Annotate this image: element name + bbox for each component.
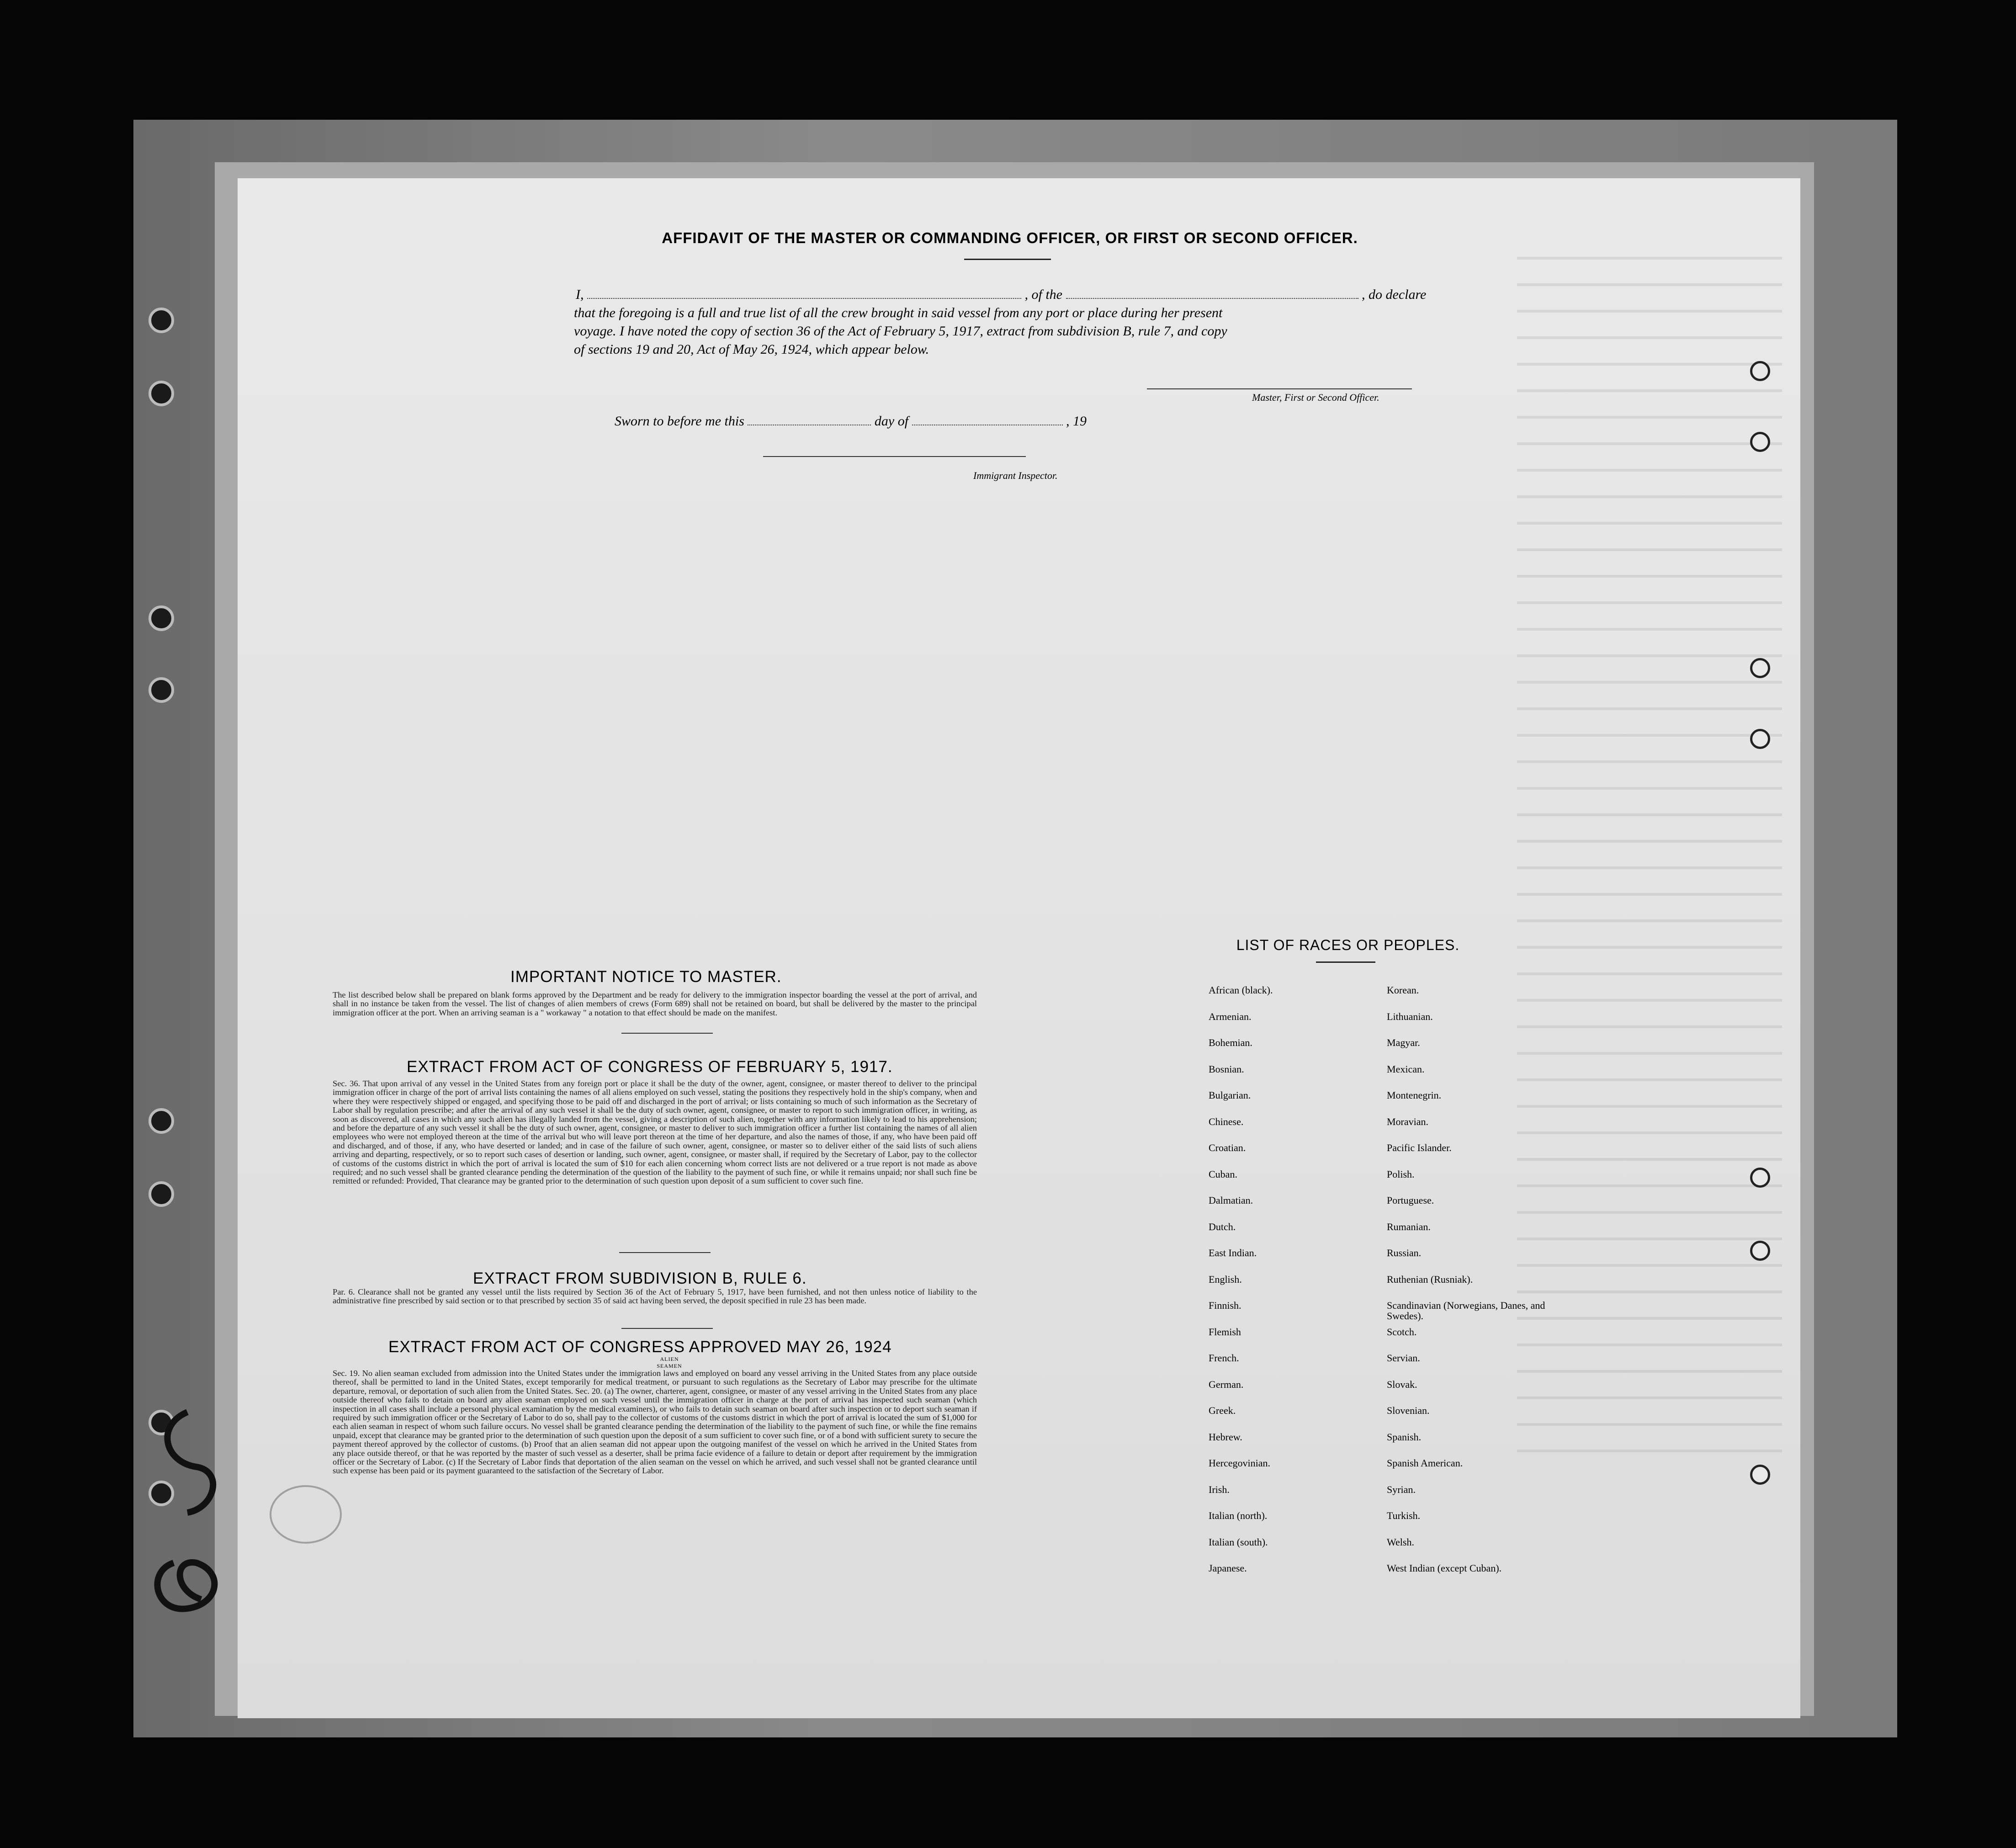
subdivision-title: EXTRACT FROM SUBDIVISION B, RULE 6. xyxy=(473,1269,807,1287)
race-entry: Ruthenian (Rusniak). xyxy=(1387,1273,1473,1285)
race-entry: Japanese. xyxy=(1209,1562,1247,1574)
notice-title: IMPORTANT NOTICE TO MASTER. xyxy=(510,968,782,986)
binder-hole xyxy=(149,308,174,333)
inspector-signature-line[interactable] xyxy=(763,456,1026,457)
sworn-label: Sworn to before me this xyxy=(615,414,744,429)
master-signature-label: Master, First or Second Officer. xyxy=(1252,392,1379,403)
race-entry: Italian (north). xyxy=(1209,1510,1268,1521)
race-entry: Bohemian. xyxy=(1209,1037,1252,1048)
section-rule xyxy=(619,1252,711,1253)
race-entry: Pacific Islander. xyxy=(1387,1142,1452,1153)
declarant-prefix: I, xyxy=(576,287,584,302)
sworn-month-field[interactable] xyxy=(912,414,1063,425)
master-signature-line[interactable] xyxy=(1147,388,1412,389)
affidavit-text-line: of sections 19 and 20, Act of May 26, 1924, which appear below. xyxy=(574,342,929,357)
races-title: LIST OF RACES OR PEOPLES. xyxy=(1236,937,1460,953)
affidavit-text-line: voyage. I have noted the copy of section 36 of the Act of February 5, 1917, extract from subdivision B, rule 7, and copy xyxy=(574,324,1227,339)
vessel-prefix: , of the xyxy=(1024,287,1062,302)
race-entry: Finnish. xyxy=(1209,1300,1241,1311)
race-entry: Italian (south). xyxy=(1209,1536,1268,1548)
subdivision-text: Par. 6. Clearance shall not be granted any vessel until the lists required by Section 36 of the Act of February 5, 1917, have been furnished, and not then unless notice of liability to the administrative fine prescribed by said section or to that prescribed by section 35 of said act having been served, the deposit specified in rule 23 has been made. xyxy=(333,1287,977,1306)
race-entry: Spanish American. xyxy=(1387,1457,1463,1469)
declarant-name-field[interactable] xyxy=(587,287,1021,299)
race-entry: Magyar. xyxy=(1387,1037,1420,1048)
race-entry: Irish. xyxy=(1209,1483,1230,1495)
binder-hole xyxy=(1750,729,1770,749)
binder-hole xyxy=(149,605,174,631)
binder-hole xyxy=(149,1108,174,1134)
binder-hole xyxy=(1750,1168,1770,1188)
race-entry: Turkish. xyxy=(1387,1510,1421,1521)
sworn-line xyxy=(615,414,1087,429)
race-entry: Polish. xyxy=(1387,1168,1415,1180)
sworn-day-field[interactable] xyxy=(748,414,871,425)
race-entry: Scotch. xyxy=(1387,1326,1417,1338)
race-entry: Portuguese. xyxy=(1387,1195,1434,1206)
race-entry: African (black). xyxy=(1209,984,1273,996)
race-entry: Servian. xyxy=(1387,1352,1420,1364)
affidavit-declaration-line xyxy=(576,287,1426,303)
race-entry: Dalmatian. xyxy=(1209,1195,1253,1206)
race-entry: Greek. xyxy=(1209,1405,1236,1416)
race-entry: Welsh. xyxy=(1387,1536,1414,1548)
race-entry: Rumanian. xyxy=(1387,1221,1431,1232)
title-rule xyxy=(964,259,1051,260)
race-entry: Cuban. xyxy=(1209,1168,1237,1180)
race-entry: Spanish. xyxy=(1387,1431,1422,1443)
binder-hole xyxy=(149,677,174,703)
extract-1917-text: Sec. 36. That upon arrival of any vessel in the United States from any foreign port or place it shall be the duty of the owner, agent, consignee, or master thereof to deliver to the principal immigration officer in charge of the port of arrival lists containing the names of all aliens employed on such vessel, stating the positions they respectively hold in the ship's company, when and where they were respectively shipped or engaged, and specifying those to be paid off and discharged in the port of arrival; or lists containing so much of such information as the Secretary of Labor shall by regulation prescribe; and after the arrival of any such vessel it shall be the duty of such owner, agent, consignee, or master to report to such immigration officer, in writing, as soon as discovered, all cases in which any such alien has illegally landed from the vessel, giving a description of such alien, together with any information likely to lead to his apprehension; and before the departure of any such vessel it shall be the duty of such owner, agent, consignee, or master to deliver to such immigration officer a further list containing the names of all alien employees who were not employed thereon at the time of the arrival but who will leave port thereon at the time of her departure, and also the names of those, if any, who have been paid off and discharged, and of those, if any, who have deserted or landed; and in case of the failure of such owner, agent, consignee, or master so to deliver either of the said lists of such aliens arriving and departing, respectively, or so to report such cases of desertion or landing, such owner, agent, consignee, or master shall, if required by the Secretary of Labor, pay to the collector of customs of the customs district in which the port of arrival is located the sum of $10 for each alien concerning whom correct lists are not delivered or a true report is not made as above required; and no such vessel shall be granted clearance pending the determination of the question of the liability to the payment of such fine, or while it remains unpaid; nor shall such fine be remitted or refunded: Provided, That clearance may be granted prior to the determination of such question upon deposit of a sum sufficient to cover such fine. xyxy=(333,1079,977,1186)
binder-hole xyxy=(149,1181,174,1207)
notice-text: The list described below shall be prepared on blank forms approved by the Department and be ready for delivery to the immigration inspector boarding the vessel at the port of arrival, and shall in no instance be taken from the vessel. The list of changes of alien members of crews (Form 689) shall not be retained on board, but shall be delivered by the master to the principal immigration officer at the port. When an arriving seaman is a " workaway " a notation to that effect should be made on the manifest. xyxy=(333,990,977,1017)
race-entry: Bosnian. xyxy=(1209,1063,1244,1075)
race-entry: Mexican. xyxy=(1387,1063,1425,1075)
race-entry: Hercegovinian. xyxy=(1209,1457,1270,1469)
year-label: , 19 xyxy=(1066,414,1087,429)
inspector-signature-label: Immigrant Inspector. xyxy=(973,470,1058,481)
binder-hole xyxy=(1750,1241,1770,1261)
race-entry: Bulgarian. xyxy=(1209,1089,1251,1101)
declare-suffix: , do declare xyxy=(1362,287,1427,302)
race-entry: East Indian. xyxy=(1209,1247,1257,1259)
race-entry: Syrian. xyxy=(1387,1483,1416,1495)
race-entry: Russian. xyxy=(1387,1247,1422,1259)
extract-1917-title: EXTRACT FROM ACT OF CONGRESS OF FEBRUARY 5, 1917. xyxy=(407,1058,893,1076)
archive-stamp xyxy=(270,1485,342,1544)
binder-hole xyxy=(1750,1465,1770,1485)
race-entry: Scandinavian (Norwegians, Danes, and Swedes). xyxy=(1387,1300,1545,1322)
race-entry: Montenegrin. xyxy=(1387,1089,1442,1101)
race-entry: Dutch. xyxy=(1209,1221,1236,1232)
race-entry: West Indian (except Cuban). xyxy=(1387,1562,1502,1574)
race-entry: Armenian. xyxy=(1209,1010,1252,1022)
race-entry: German. xyxy=(1209,1378,1244,1390)
binder-hole xyxy=(1750,658,1770,678)
race-entry: Hebrew. xyxy=(1209,1431,1242,1443)
binder-hole xyxy=(1750,361,1770,381)
section-rule xyxy=(621,1328,713,1329)
binder-hole xyxy=(1750,432,1770,452)
affidavit-text-line: that the foregoing is a full and true list of all the crew brought in said vessel from any port or place during her present xyxy=(574,305,1223,320)
day-of-label: day of xyxy=(874,414,909,429)
race-entry: Lithuanian. xyxy=(1387,1010,1433,1022)
handwritten-mark xyxy=(146,1398,238,1636)
manifest-page xyxy=(238,178,1800,1718)
title-rule xyxy=(1316,961,1375,963)
binder-hole xyxy=(149,381,174,406)
race-entry: Korean. xyxy=(1387,984,1419,996)
race-entry: Moravian. xyxy=(1387,1115,1429,1127)
extract-1924-text: Sec. 19. No alien seaman excluded from admission into the United States under the immigration laws and employed on board any vessel arriving in the United States from any place outside thereof, shall be permitted to land in the United States, except temporarily for medical treatment, or pursuant to such regulations as the Secretary of Labor may prescribe for the ultimate departure, removal, or deportation of such alien from the United States. Sec. 20. (a) The owner, charterer, agent, consignee, or master of any vessel arriving in the United States from any place outside thereof who fails to detain on board any alien seaman employed on such vessel until the immigration officer in charge at the port of arrival has inspected such seaman (which inspection in all cases shall include a personal physical examination by the medical examiners), or who fails to detain such seaman on board after such inspection or to deport such seaman if required by such immigration officer or the Secretary of Labor to do so, shall pay to the collector of customs of the customs district in which the port of arrival is located the sum of $1,000 for each alien seaman in respect of whom such failure occurs. No vessel shall be granted clearance pending the determination of the liability to the payment of such fine, or while the fine remains unpaid, except that clearance may be granted prior to the determination of such question upon the deposit of a sum sufficient to cover such fine, or of a bond with sufficient surety to secure the payment thereof approved by the collector of customs. (b) Proof that an alien seaman did not appear upon the outgoing manifest of the vessel on which he arrived in the United States from any place outside thereof, or that he was reported by the master of such vessel as a deserter, shall be prima facie evidence of a failure to detain or deport after requirement by the immigration officer or the Secretary of Labor. (c) If the Secretary of Labor finds that deportation of the alien seaman on the vessel on which he arrived, and such vessel shall not be granted clearance until such expense has been paid or its payment guaranteed to the satisfaction of the Secretary of Labor. xyxy=(333,1369,977,1476)
race-entry: Slovenian. xyxy=(1387,1405,1430,1416)
race-entry: Croatian. xyxy=(1209,1142,1246,1153)
vessel-name-field[interactable] xyxy=(1066,287,1358,299)
race-entry: English. xyxy=(1209,1273,1242,1285)
race-entry: French. xyxy=(1209,1352,1239,1364)
race-entry: Slovak. xyxy=(1387,1378,1417,1390)
race-entry: Chinese. xyxy=(1209,1115,1244,1127)
extract-1924-subtitle: ALIEN SEAMEN xyxy=(657,1356,682,1369)
affidavit-title: AFFIDAVIT OF THE MASTER OR COMMANDING OFFICER, OR FIRST OR SECOND OFFICER. xyxy=(662,229,1358,246)
race-entry: Flemish xyxy=(1209,1326,1241,1338)
section-rule xyxy=(621,1033,713,1034)
extract-1924-title: EXTRACT FROM ACT OF CONGRESS APPROVED MAY 26, 1924 xyxy=(388,1338,892,1356)
